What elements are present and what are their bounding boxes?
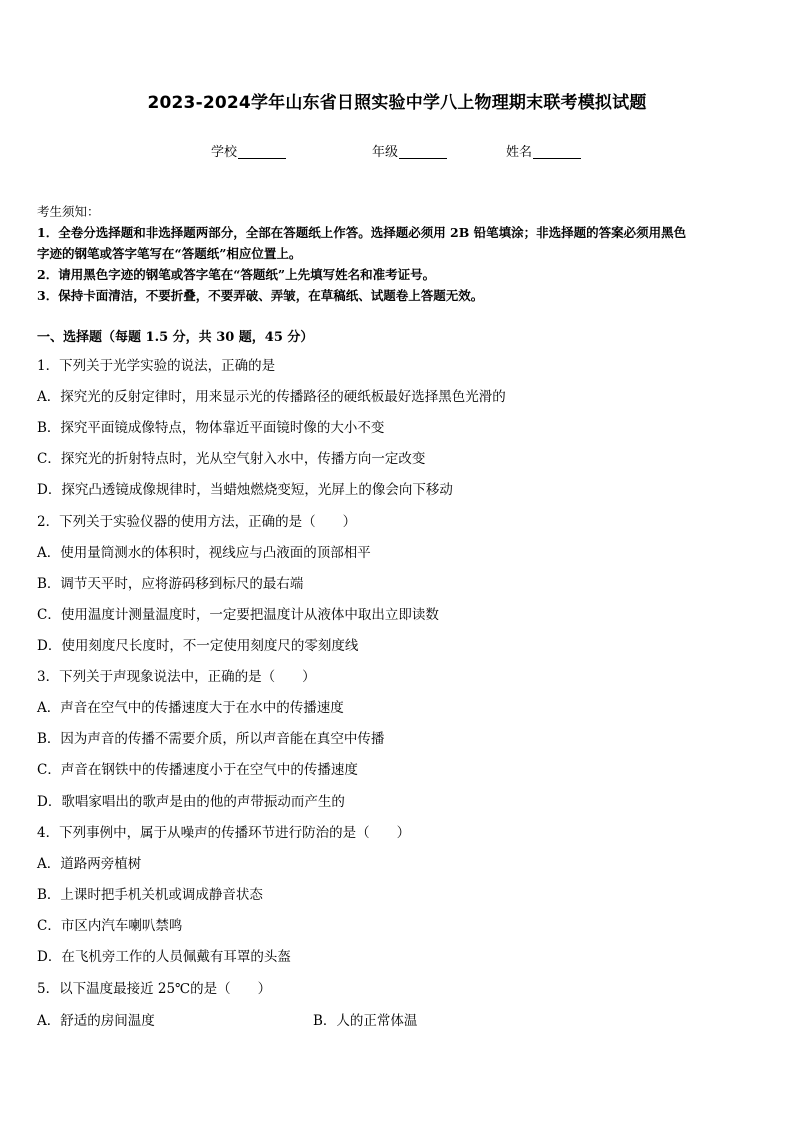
notice-heading: 考生须知： (37, 204, 100, 219)
school-field (211, 141, 286, 160)
notice-item-1-cont: 字迹的钢笔或答字笔写在“答题纸”相应位置上。 (37, 246, 302, 261)
question-3-option-c: C．声音在钢铁中的传播速度小于在空气中的传播速度 (37, 762, 358, 778)
name-label: 姓名 (506, 145, 533, 160)
question-3-option-a: A．声音在空气中的传播速度大于在水中的传播速度 (37, 700, 344, 716)
school-label: 学校 (211, 145, 238, 160)
grade-label: 年级 (372, 145, 399, 160)
question-4-option-c: C．市区内汽车喇叭禁鸣 (37, 918, 183, 934)
question-2-option-d: D．使用刻度尺长度时，不一定使用刻度尺的零刻度线 (37, 638, 359, 654)
question-1: 1．下列关于光学实验的说法，正确的是 (37, 358, 276, 374)
question-1-option-d: D．探究凸透镜成像规律时，当蜡烛燃烧变短，光屏上的像会向下移动 (37, 482, 453, 498)
question-1-option-b: B．探究平面镜成像特点，物体靠近平面镜时像的大小不变 (37, 420, 385, 436)
question-2-option-b: B．调节天平时，应将游码移到标尺的最右端 (37, 576, 304, 592)
question-3: 3．下列关于声现象说法中，正确的是（ ） (37, 669, 316, 685)
question-4-option-b: B．上课时把手机关机或调成静音状态 (37, 887, 263, 903)
page-title: 2023-2024学年山东省日照实验中学八上物理期末联考模拟试题 (147, 93, 647, 113)
question-5-option-a: A．舒适的房间温度 (37, 1013, 155, 1029)
school-blank (238, 144, 286, 159)
section-title: 一、选择题（每题 1.5 分，共 30 题，45 分） (37, 330, 314, 345)
question-2-option-c: C．使用温度计测量温度时，一定要把温度计从液体中取出立即读数 (37, 607, 439, 623)
notice-item-2: 2．请用黑色字迹的钢笔或答字笔在“答题纸”上先填写姓名和准考证号。 (37, 267, 436, 282)
name-field (506, 141, 581, 160)
question-4-option-a: A．道路两旁植树 (37, 856, 142, 872)
name-blank (533, 144, 581, 159)
question-5-option-b: B．人的正常体温 (313, 1013, 418, 1029)
question-2: 2．下列关于实验仪器的使用方法，正确的是（ ） (37, 514, 357, 530)
question-3-option-d: D．歌唱家唱出的歌声是由的他的声带振动而产生的 (37, 794, 345, 810)
notice-item-1: 1．全卷分选择题和非选择题两部分，全部在答题纸上作答。选择题必须用 2B 铅笔填涂；非选择题的答案必须用黑色 (37, 225, 687, 240)
question-4-option-d: D．在飞机旁工作的人员佩戴有耳罩的头盔 (37, 949, 291, 965)
question-1-option-c: C．探究光的折射特点时，光从空气射入水中，传播方向一定改变 (37, 451, 426, 467)
question-1-option-a: A．探究光的反射定律时，用来显示光的传播路径的硬纸板最好选择黑色光滑的 (37, 389, 506, 405)
question-3-option-b: B．因为声音的传播不需要介质，所以声音能在真空中传播 (37, 731, 385, 747)
question-2-option-a: A．使用量筒测水的体积时，视线应与凸液面的顶部相平 (37, 545, 371, 561)
question-4: 4．下列事例中，属于从噪声的传播环节进行防治的是（ ） (37, 825, 411, 841)
question-5: 5．以下温度最接近 25℃的是（ ） (37, 981, 272, 997)
grade-field (372, 141, 447, 160)
notice-item-3: 3．保持卡面清洁，不要折叠，不要弄破、弄皱，在草稿纸、试题卷上答题无效。 (37, 288, 484, 303)
grade-blank (399, 144, 447, 159)
